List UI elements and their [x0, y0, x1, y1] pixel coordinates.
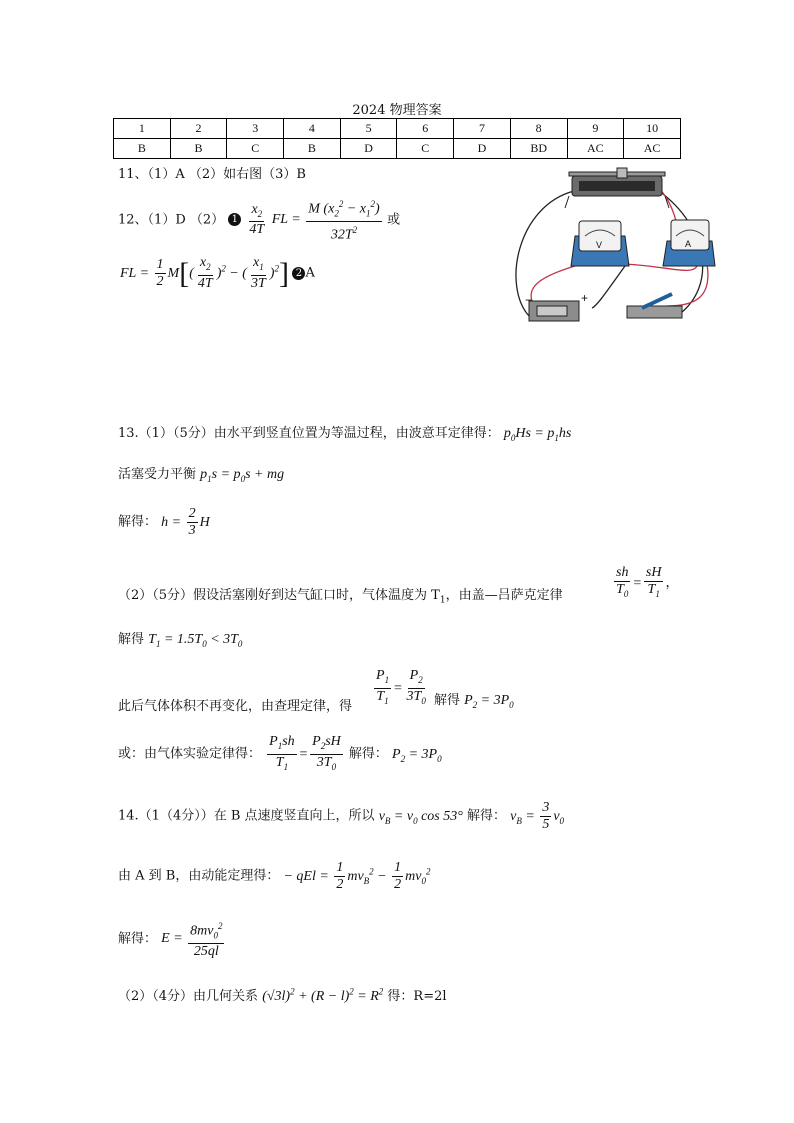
question-number-cell: 1: [114, 119, 171, 139]
voltmeter-label: V: [596, 240, 603, 250]
q11-line: 11、（1）A （2）如右图（3）B: [118, 167, 306, 182]
q14-eq1: $v_B = v_0$ cos 53°: [378, 808, 463, 826]
q13-line2: 活塞受力平衡 $p_1s = p_0s$ + mg: [118, 467, 285, 484]
q14-line1: 14.（1（4分））在 B 点速度竖直向上，所以 $v_B = v_0$ cos 53° 解得： $v_B$ = $\frac{3}{5}$ $v_0$: [118, 800, 565, 832]
battery-plus: +: [581, 291, 589, 305]
circled-one-icon: 1: [228, 213, 241, 226]
answer-cell: C: [397, 139, 454, 159]
rheostat: [565, 168, 669, 208]
voltmeter: [571, 221, 629, 266]
circled-two-icon: 2: [292, 267, 305, 280]
ammeter: [663, 220, 715, 266]
answer-table: [113, 118, 681, 159]
q13-line7: 或：由气体实验定律得： $\frac{P_1sh}{T_1}$ = $\frac{P_2sH}{3T_0}$ 解得： $P_2 = 3P_0$: [118, 734, 442, 772]
q13-line6: 此后气体体积不再变化，由查理定律，得: [118, 699, 353, 714]
question-number-cell: 9: [567, 119, 624, 139]
switch: [627, 294, 682, 318]
q14-eq3: E = $\frac{8mv_0^2}{25ql}$: [161, 931, 226, 946]
question-number-cell: 3: [227, 119, 284, 139]
q14-eq4: $(√3l)^2 + (R - l)^2 = R^2$: [262, 986, 384, 1004]
question-number-cell: 5: [340, 119, 397, 139]
q14-eq1b: $v_B$ = $\frac{3}{5}$ $v_0$: [510, 800, 565, 832]
answer-cell: AC: [624, 139, 681, 159]
page-title: 2024 物理答案: [352, 103, 442, 118]
answer-table-number-row: [114, 119, 681, 139]
battery-minus: −: [525, 293, 533, 307]
q13-line4: （2）（5分）假设活塞刚好到达气缸口时，气体温度为 $T_1$，由盖—吕萨克定律: [118, 588, 563, 606]
wire-black-voltmeter: [592, 266, 625, 308]
answer-cell: AC: [567, 139, 624, 159]
q14-line3: 解得： E = $\frac{8mv_0^2}{25ql}$: [118, 918, 226, 960]
q12-or: 或: [387, 212, 401, 228]
answer-cell: B: [114, 139, 171, 159]
ammeter-label: A: [685, 239, 692, 249]
q12-line1: [118, 196, 400, 244]
q13-line3: 解得： h = $\frac{2}{3}$ H: [118, 506, 210, 538]
q13-eq4: $\frac{sh}{T_0}$ = $\frac{sH}{T_1}$ ，: [616, 565, 679, 599]
q13-eq1: $p_0Hs = p_1hs$: [503, 426, 572, 443]
q14-line2: 由 A 到 B，由动能定理得： − qEl = $\frac{1}{2}$ $mv_B^2$ − $\frac{1}{2}$ $mv_0^2$: [118, 860, 431, 892]
q13-eq6: $\frac{P_1}{T_1}$ = $\frac{P_2}{3T_0}$ 解得 $P_2 = 3P_0$: [376, 668, 514, 710]
q12-line2: [120, 255, 315, 292]
question-number-cell: 4: [284, 119, 341, 139]
answer-table-answer-row: [114, 139, 681, 159]
question-number-cell: 8: [510, 119, 567, 139]
question-number-cell: 10: [624, 119, 681, 139]
q13-eq3: h = $\frac{2}{3}$ H: [161, 506, 210, 538]
answer-cell: D: [340, 139, 397, 159]
q12-prefix: 12、（1）D （2）: [118, 212, 225, 228]
answer-cell: D: [454, 139, 511, 159]
q12-tail: A: [305, 265, 315, 281]
q13-eq7: $\frac{P_1sh}{T_1}$ = $\frac{P_2sH}{3T_0}$: [269, 734, 341, 772]
q13-line1: 13.（1）（5分）由水平到竖直位置为等温过程，由波意耳定律得： $p_0Hs = p_1hs$: [118, 426, 572, 443]
answer-cell: C: [227, 139, 284, 159]
question-number-cell: 6: [397, 119, 454, 139]
answer-cell: B: [170, 139, 227, 159]
q14-line4: （2）（4分）由几何关系 $(√3l)^2 + (R - l)^2 = R^2$ 得：R=2l: [118, 986, 447, 1004]
wire-red-voltmeter-left: [531, 266, 575, 301]
answer-cell: B: [284, 139, 341, 159]
circuit-figure: [507, 166, 722, 328]
q12-formula1: $\frac{x_2}{4T}$ FL = $\frac{M (x_2^2 - x_1^2)}{32T^2}$: [245, 212, 387, 227]
q14-eq2: − qEl = $\frac{1}{2}$ $mv_B^2$ − $\frac{1}{2}$ $mv_0^2$: [283, 860, 431, 892]
q13-line5: 解得 $T_1 = 1.5T_0 < 3T_0$: [118, 632, 243, 649]
q13-eq5: $T_1 = 1.5T_0 < 3T_0$: [148, 632, 243, 649]
answer-cell: BD: [510, 139, 567, 159]
battery: [525, 291, 588, 321]
q12-formula2: FL = $\frac{1}{2}$ M[( $\frac{x_2}{4T}$ )$^2$ − ( $\frac{x_1}{3T}$ )$^2$]: [120, 255, 289, 291]
question-number-cell: 2: [170, 119, 227, 139]
q13-eq2: $p_1s = p_0s$ + mg: [200, 467, 285, 484]
question-number-cell: 7: [454, 119, 511, 139]
